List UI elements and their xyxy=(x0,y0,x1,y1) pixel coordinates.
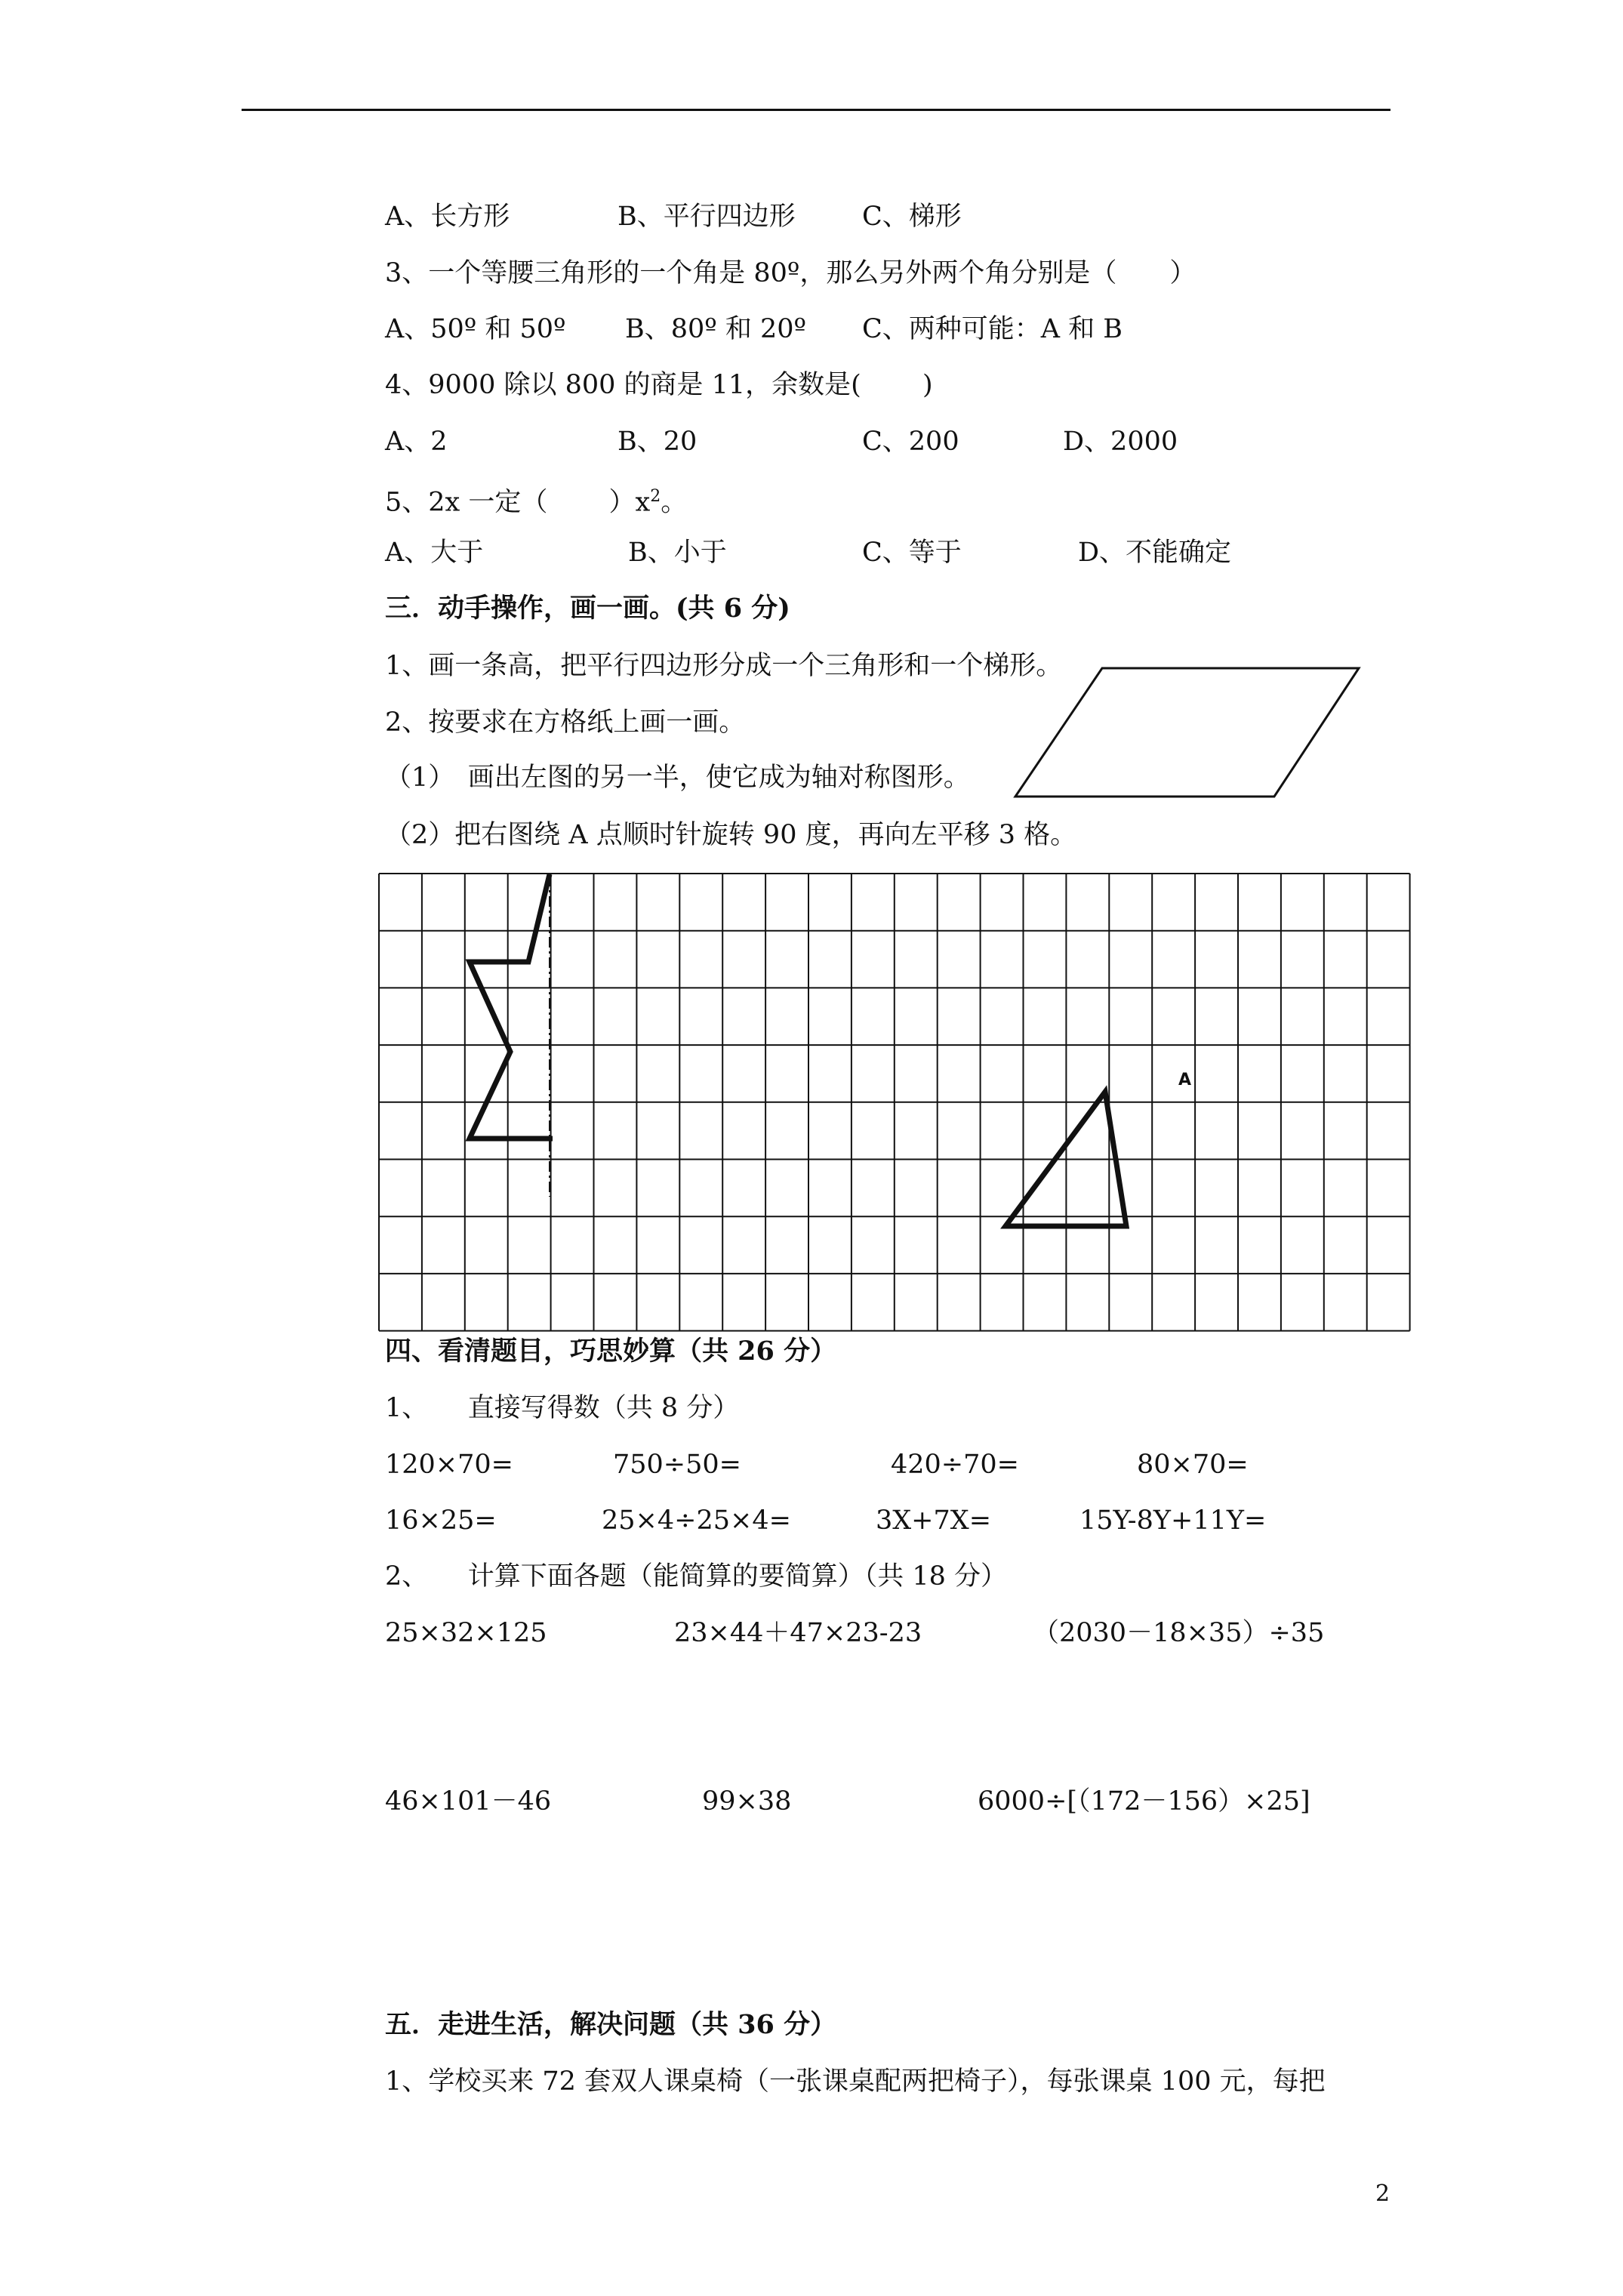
q4-text: 4、9000 除以 800 的商是 11，余数是( ) xyxy=(385,370,933,400)
section5-item1: 1、学校买来 72 套双人课桌椅（一张课桌配两把椅子），每张课桌 100 元，每把 xyxy=(385,2066,1326,2097)
section3-item1: 1、画一条高，把平行四边形分成一个三角形和一个梯形。 xyxy=(385,651,1063,681)
q4-option-c: C、200 xyxy=(862,427,959,457)
q5-text-before: 5、2x 一定（ ）x xyxy=(385,487,651,518)
q5-option-d: D、不能确定 xyxy=(1078,538,1232,568)
half-star-figure xyxy=(470,874,553,1139)
q4-option-a: A、2 xyxy=(385,427,448,457)
calc-problem: 99×38 xyxy=(702,1786,792,1817)
q3-text: 3、一个等腰三角形的一个角是 80º，那么另外两个角分别是（ ） xyxy=(385,258,1196,288)
q3-option-b: B、80º 和 20º xyxy=(625,314,806,344)
q2-option-c: C、梯形 xyxy=(862,202,962,232)
section3-item2-2: （2）把右图绕 A 点顺时针旋转 90 度，再向左平移 3 格。 xyxy=(385,820,1077,850)
q5-superscript: 2 xyxy=(650,487,661,506)
calc-item: 15Y-8Y+11Y= xyxy=(1079,1505,1267,1536)
section5-title: 五．走进生活，解决问题（共 36 分） xyxy=(385,2009,837,2040)
q5-option-b: B、小于 xyxy=(628,538,727,568)
q5-option-a: A、大于 xyxy=(385,538,484,568)
calc-item: 750÷50= xyxy=(613,1450,741,1480)
point-a-label: A xyxy=(1178,1071,1192,1089)
section4-title: 四、看清题目，巧思妙算（共 26 分） xyxy=(385,1336,837,1367)
calc-item: 16×25= xyxy=(385,1505,497,1536)
q2-option-b: B、平行四边形 xyxy=(617,202,796,232)
parallelogram-figure xyxy=(1015,668,1359,797)
calc-problem: 46×101－46 xyxy=(385,1786,552,1817)
q5-option-c: C、等于 xyxy=(862,538,962,568)
q3-option-a: A、50º 和 50º xyxy=(385,314,566,344)
calc-item: 25×4÷25×4= xyxy=(602,1505,791,1536)
section3-title: 三．动手操作，画一画。(共 6 分) xyxy=(385,593,790,624)
page-number: 2 xyxy=(1375,2180,1390,2207)
calc-problem: 6000÷[（172－156）×25] xyxy=(978,1786,1310,1817)
q4-option-b: B、20 xyxy=(617,427,698,457)
calc-item: 3X+7X= xyxy=(876,1505,992,1536)
section3-item2-1: （1） 画出左图的另一半，使它成为轴对称图形。 xyxy=(385,763,970,793)
calc-problem: 23×44＋47×23-23 xyxy=(674,1618,922,1648)
q5-text-after: 。 xyxy=(661,487,688,518)
calc-item: 120×70= xyxy=(385,1450,513,1480)
calc-item: 80×70= xyxy=(1137,1450,1249,1480)
calc-item: 420÷70= xyxy=(891,1450,1019,1480)
section4-part2-title: 2、 计算下面各题（能简算的要简算）（共 18 分） xyxy=(385,1561,1008,1592)
calc-problem: （2030－18×35）÷35 xyxy=(1033,1618,1325,1648)
q2-option-a: A、长方形 xyxy=(385,202,510,232)
calc-problem: 25×32×125 xyxy=(385,1618,547,1648)
q4-option-d: D、2000 xyxy=(1063,427,1178,457)
section4-part1-title: 1、 直接写得数（共 8 分） xyxy=(385,1393,740,1423)
q3-option-c: C、两种可能：A 和 B xyxy=(862,314,1123,344)
section3-item2: 2、按要求在方格纸上画一画。 xyxy=(385,707,746,738)
